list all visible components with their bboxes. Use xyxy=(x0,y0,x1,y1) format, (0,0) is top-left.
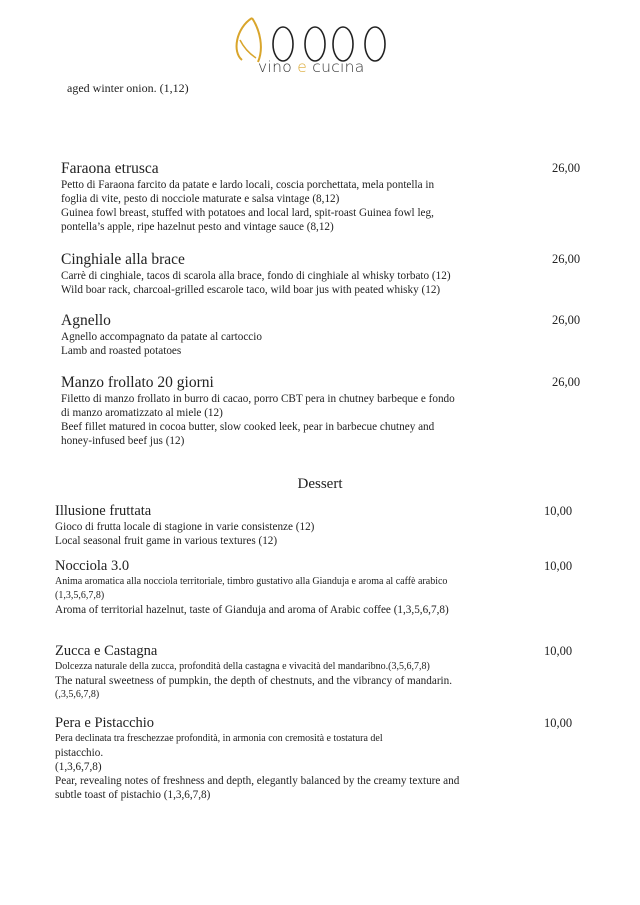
menu-item-description: honey-infused beef jus (12) xyxy=(61,435,185,447)
continued-description: aged winter onion. (1,12) xyxy=(67,81,189,95)
menu-item-description: (1,3,6,7,8) xyxy=(55,761,102,773)
menu-item-description: di manzo aromatizzato al miele (12) xyxy=(61,407,223,419)
menu-item-price: 10,00 xyxy=(544,504,573,518)
menu-item-description: Dolcezza naturale della zucca, profondità della castagna e vivacità del mandaribno.(3,5,6,7,8) xyxy=(55,661,430,672)
logo-subtitle: vino e cucina xyxy=(258,58,365,76)
menu-item-description: Aroma of territorial hazelnut, taste of Gianduja and aroma of Arabic coffee (1,3,5,6,7,8) xyxy=(55,604,449,616)
menu-item xyxy=(61,312,541,358)
menu-item xyxy=(61,251,541,297)
menu-item-description: pontella’s apple, ripe hazelnut pesto and vintage sauce (8,12) xyxy=(61,221,334,233)
menu-item-title: Pera e Pistacchio xyxy=(55,715,155,731)
menu-item-description: (,3,5,6,7,8) xyxy=(55,689,100,700)
menu-item-description: Guinea fowl breast, stuffed with potatoes and local lard, spit-roast Guinea fowl leg, xyxy=(61,207,434,219)
menu-item xyxy=(61,160,541,234)
menu-item-title: Illusione fruttata xyxy=(55,503,152,519)
menu-item-description: Pera declinata tra freschezzae profondità, in armonia con cremosità e tostatura del xyxy=(55,733,383,744)
menu-item xyxy=(61,374,541,448)
menu-item-price: 26,00 xyxy=(552,252,581,266)
menu-item-price: 10,00 xyxy=(544,559,573,573)
menu-item-description: Carrè di cinghiale, tacos di scarola alla brace, fondo di cinghiale al whisky torbato (12) xyxy=(61,270,451,282)
menu-item-price: 10,00 xyxy=(544,644,573,658)
menu-item xyxy=(55,558,535,617)
menu-item-title: Faraona etrusca xyxy=(61,160,159,177)
menu-item-description: Gioco di frutta locale di stagione in varie consistenze (12) xyxy=(55,521,315,533)
menu-item-description: (1,3,5,6,7,8) xyxy=(55,590,105,601)
menu-item-description: Anima aromatica alla nocciola territoriale, timbro gustativo alla Gianduja e aroma al caffè arabico xyxy=(55,576,448,587)
menu-item-price: 26,00 xyxy=(552,161,581,175)
menu-item-description: Petto di Faraona farcito da patate e lardo locali, coscia porchettata, mela pontella in xyxy=(61,179,435,191)
menu-item-title: Zucca e Castagna xyxy=(55,643,158,659)
menu-item-price: 26,00 xyxy=(552,313,581,327)
section-heading-dessert: Dessert xyxy=(297,476,343,492)
menu-item-title: Manzo frollato 20 giorni xyxy=(61,374,214,391)
menu-item xyxy=(55,715,535,802)
menu-item-description: Local seasonal fruit game in various textures (12) xyxy=(55,535,278,547)
menu-item-description: Wild boar rack, charcoal-grilled escarole taco, wild boar jus with peated whisky (12) xyxy=(61,284,441,296)
menu-item-price: 10,00 xyxy=(544,716,573,730)
menu-item-description: foglia di vite, pesto di nocciole maturate e salsa vintage (8,12) xyxy=(61,193,340,205)
menu-item-description: Filetto di manzo frollato in burro di cacao, porro CBT pera in chutney barbeque e fondo xyxy=(61,393,455,405)
menu-item-description: pistacchio. xyxy=(55,747,104,759)
menu-item xyxy=(55,503,535,548)
menu-item-description: Lamb and roasted potatoes xyxy=(61,345,182,357)
menu-item-title: Cinghiale alla brace xyxy=(61,251,185,268)
menu-item-description: Agnello accompagnato da patate al cartoccio xyxy=(61,331,262,343)
menu-item-description: subtle toast of pistachio (1,3,6,7,8) xyxy=(55,789,211,801)
restaurant-logo xyxy=(230,14,400,80)
menu-item xyxy=(55,643,535,702)
menu-item-description: Beef fillet matured in cocoa butter, slow cooked leek, pear in barbecue chutney and xyxy=(61,421,435,433)
menu-item-description: Pear, revealing notes of freshness and depth, elegantly balanced by the creamy texture and xyxy=(55,775,460,787)
menu-item-title: Nocciola 3.0 xyxy=(55,558,130,574)
menu-item-title: Agnello xyxy=(61,312,111,329)
menu-item-description: The natural sweetness of pumpkin, the depth of chestnuts, and the vibrancy of mandarin. xyxy=(55,675,453,687)
menu-item-price: 26,00 xyxy=(552,375,581,389)
